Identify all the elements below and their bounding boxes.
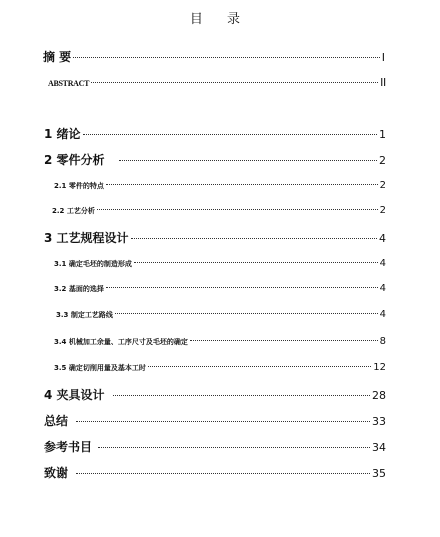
toc-entry-chapter-4[interactable] [44,386,386,403]
toc-entry-section-3-2[interactable] [54,283,386,294]
toc-leader [106,287,378,288]
toc-leader [91,82,378,83]
toc-entry-section-3-5[interactable] [54,362,386,373]
toc-entry-abstract-cn[interactable] [43,48,385,65]
toc-page-number: 4 [379,283,386,294]
page-title: 目 录 [189,12,251,27]
toc-leader [76,473,370,474]
toc-page-number: 8 [379,336,386,347]
toc-label: 参考书目 [44,440,93,454]
toc-label: 4 夹具设计 [44,388,105,402]
toc-label: 2 零件分析 [44,153,105,167]
toc-entry-section-3-3[interactable] [56,309,386,320]
toc-leader [148,366,371,367]
toc-page-number: 4 [379,232,386,245]
toc-leader [134,262,378,263]
toc-page-number: 33 [372,415,386,428]
toc-entry-summary[interactable] [44,412,386,429]
toc-page-number: 28 [372,389,386,402]
toc-page-number: 2 [379,180,386,191]
toc-page-number: 4 [379,309,386,320]
toc-label: 3.4 机械加工余量、工序尺寸及毛坯的确定 [54,338,188,346]
toc-label: ABSTRACT [48,79,90,88]
toc-entry-abstract-en[interactable] [48,76,386,89]
toc-page-number: II [380,76,386,89]
toc-leader [115,313,378,314]
toc-leader [113,395,370,396]
toc-page-number: 2 [379,154,386,167]
toc-label: 致谢 [44,466,69,480]
toc-leader [119,160,377,161]
toc-label: 摘 要 [43,50,72,64]
toc-page-number: 35 [372,467,386,480]
toc-leader [131,238,377,239]
toc-leader [98,447,370,448]
toc-entry-section-2-2[interactable] [52,205,386,216]
toc-page-number: I [381,51,385,64]
toc-entry-acknowledgements[interactable] [44,464,386,481]
toc-page-number: 2 [379,205,386,216]
toc-label: 总结 [44,414,69,428]
toc-entry-section-3-1[interactable] [54,258,386,269]
toc-entry-chapter-3[interactable] [44,229,386,246]
toc-label: 3.3 制定工艺路线 [56,311,113,319]
toc-leader [106,184,378,185]
toc-label: 3.1 确定毛坯的制造形成 [54,260,132,268]
toc-page-number: 12 [373,362,386,373]
toc-label: 1 绪论 [44,127,81,141]
toc-entry-section-3-4[interactable] [54,336,386,347]
toc-page-number: 4 [379,258,386,269]
toc-label: 2.2 工艺分析 [52,207,95,215]
toc-leader [190,340,378,341]
toc-leader [76,421,370,422]
toc-leader [73,57,380,58]
toc-label: 2.1 零件的特点 [54,182,104,190]
toc-page-number: 1 [379,128,386,141]
toc-label: 3.5 确定切削用量及基本工时 [54,364,146,372]
toc-label: 3 工艺规程设计 [44,231,129,245]
toc-leader [97,209,378,210]
toc-leader [83,134,377,135]
toc-entry-chapter-2[interactable] [44,151,386,168]
toc-page-number: 34 [372,441,386,454]
toc-label: 3.2 基面的选择 [54,285,104,293]
toc-entry-section-2-1[interactable] [54,180,386,191]
toc-entry-references[interactable] [44,438,386,455]
toc-entry-chapter-1[interactable] [44,125,386,142]
